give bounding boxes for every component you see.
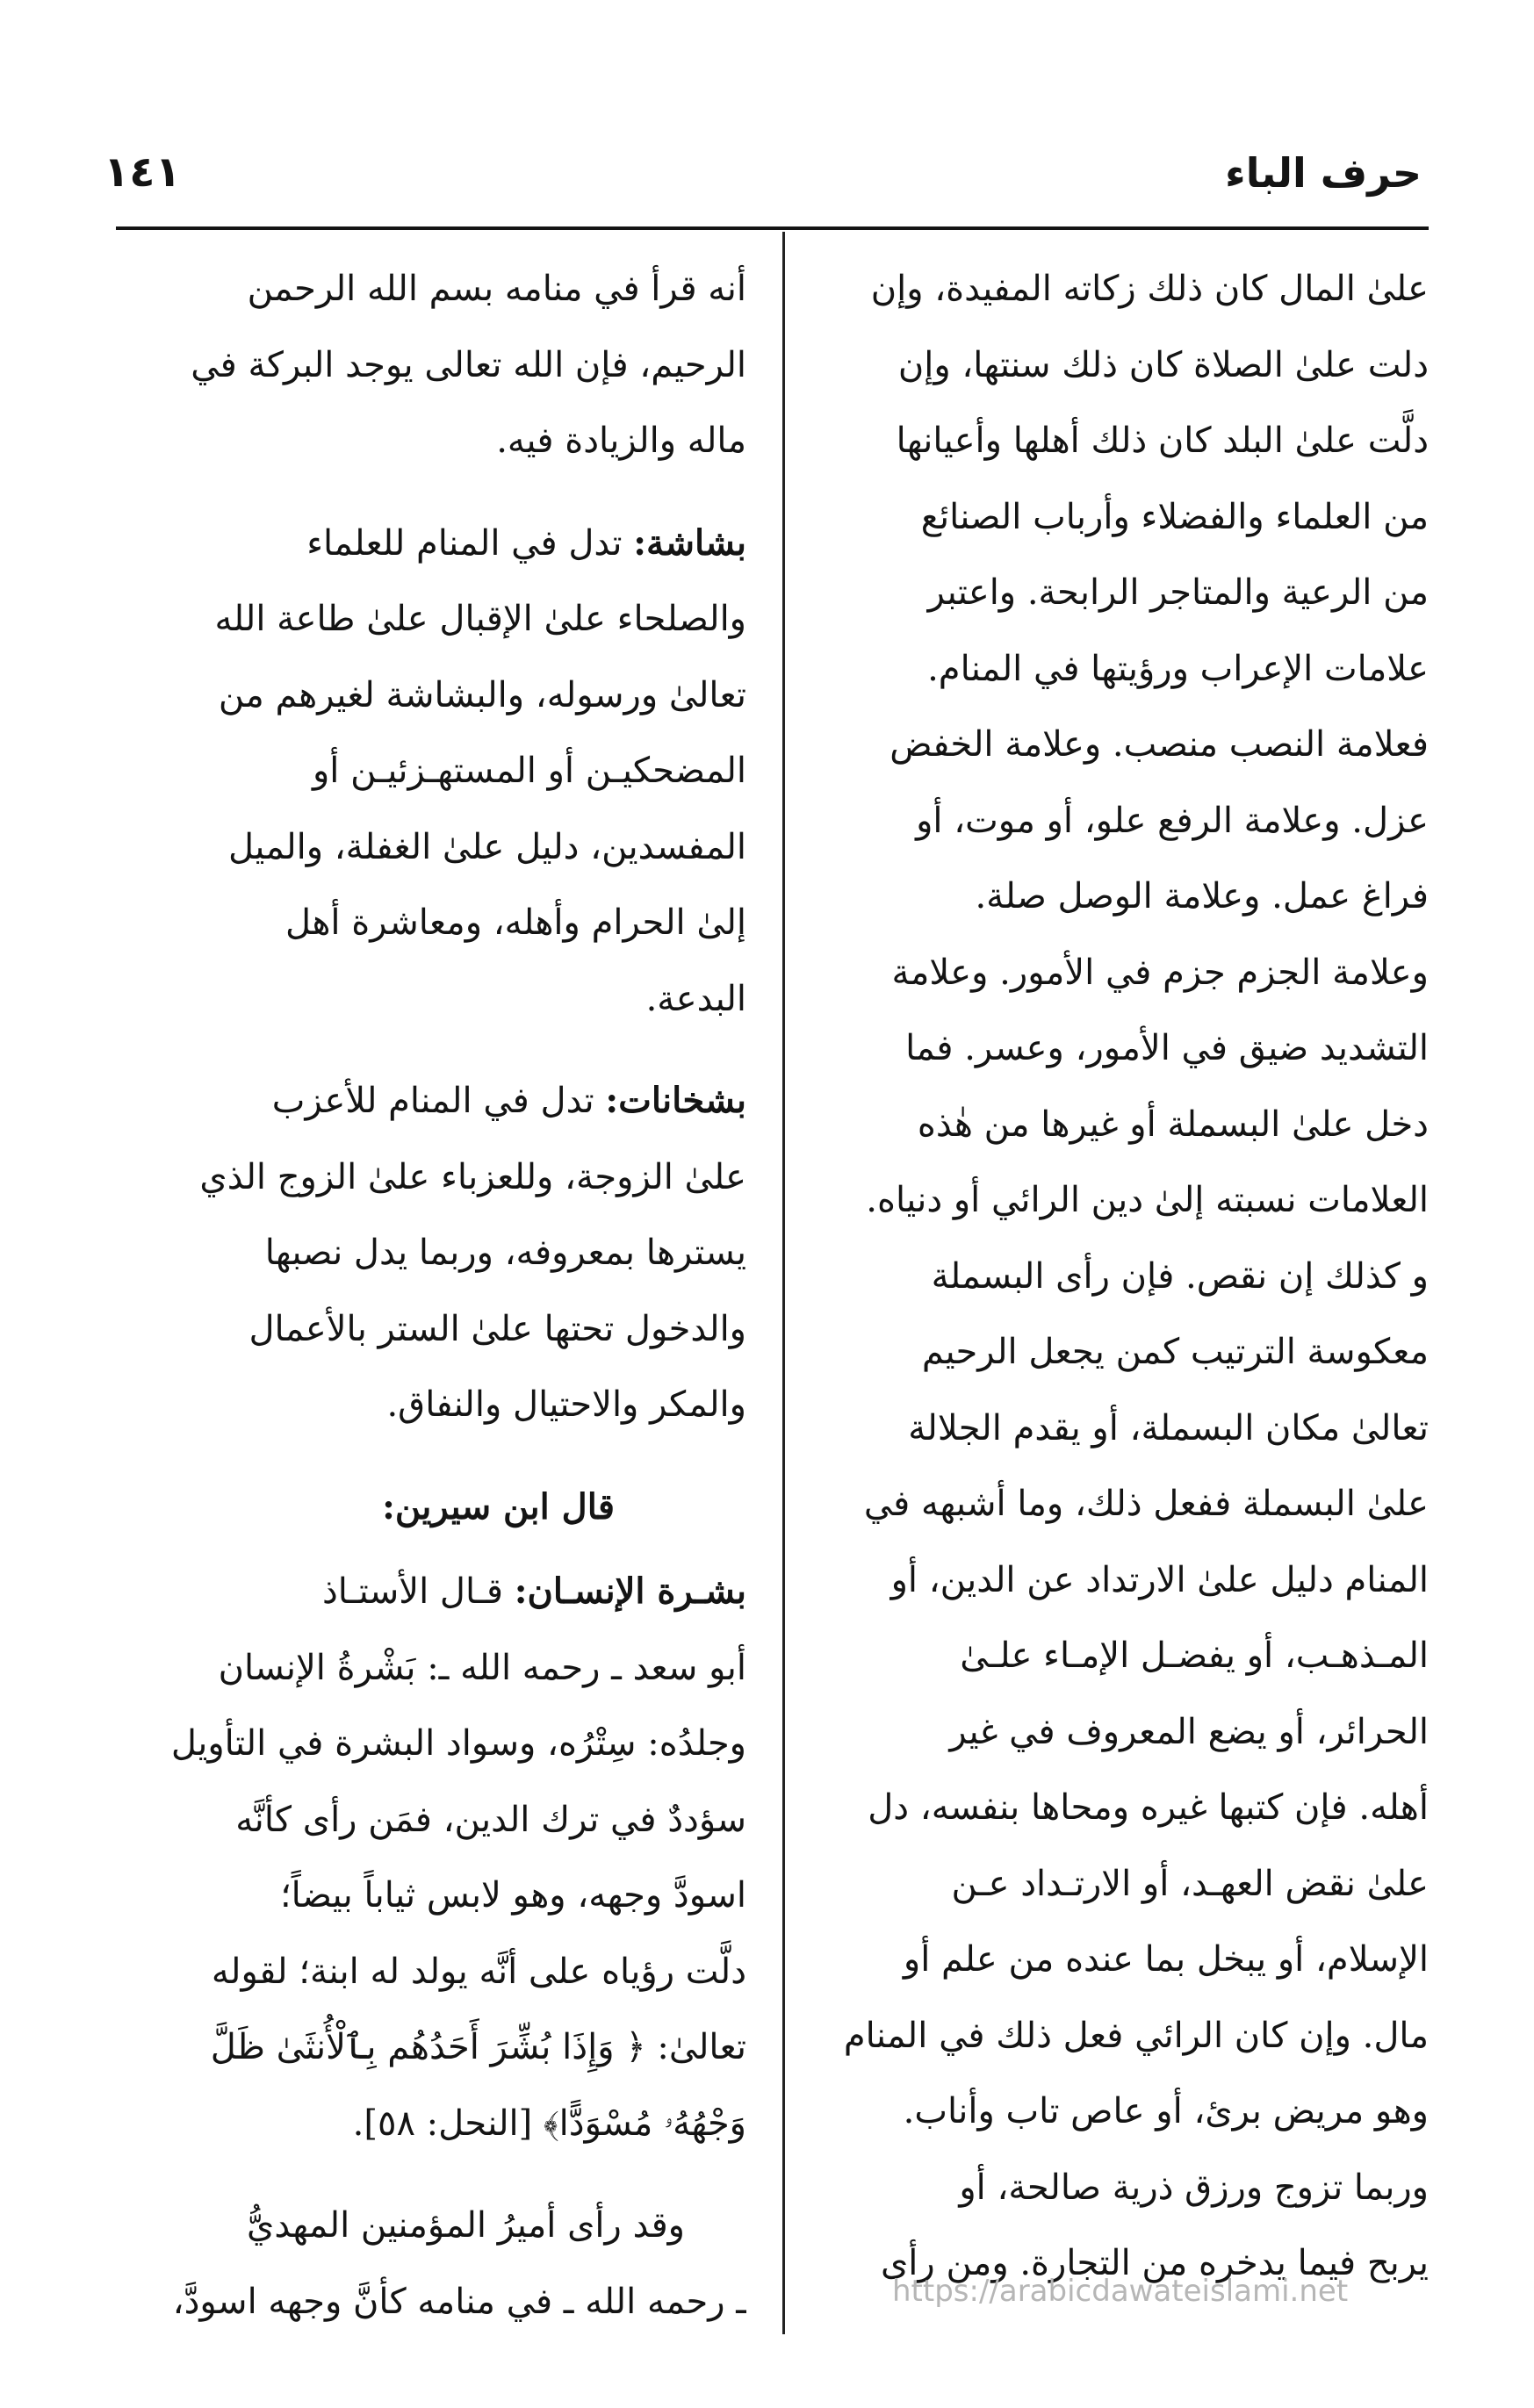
header-divider [116,226,1429,230]
text-line: و كذلك إن نقص. فإن رأى البسملة [931,1255,1429,1297]
entry-bashasha [116,506,746,1038]
entry-term: بشخانات: [605,1080,746,1121]
text-line: دلَّت رؤياه على أنَّه يولد له ابنة؛ لقوله [211,1951,746,1992]
text-line: والدخول تحتها علىٰ الستر بالأعمال [248,1308,746,1349]
text-line [116,506,746,582]
text-line: المـذهـب، أو يفضـل الإمـاء علـىٰ [960,1635,1429,1676]
entry-text: قـال الأستـاذ [321,1571,503,1612]
quran-verse-line: وَجْهُهُۥ مُسْوَدًّا﴾ [النحل: ٥٨]. [352,2103,746,2144]
text-line: مال. وإن كان الرائي فعل ذلك في المنام [843,2015,1429,2056]
text-line: دخل علىٰ البسملة أو غيرها من هٰذه [917,1103,1429,1145]
text-line [116,1063,746,1139]
entry-bashkhanat [116,1063,746,1443]
text-line: الحرائر، أو يضع المعروف في غير [949,1711,1429,1752]
text-line: وعلامة الجزم جزم في الأمور. وعلامة [891,952,1429,993]
running-header-title: حرف الباء [1225,149,1422,197]
text-line: المفسدين، دليل علىٰ الغفلة، والميل [227,826,746,867]
entry-text: تدل في المنام للعلماء [306,522,623,564]
text-line: المنام دليل علىٰ الارتداد عن الدين، أو [890,1559,1429,1600]
text-line: من العلماء والفضلاء وأرباب الصنائع [920,496,1429,537]
paragraph-gap [116,1443,746,1470]
text-line: دلت علىٰ الصلاة كان ذلك سنتها، وإن [897,344,1429,385]
text-line: تعالىٰ مكان البسملة، أو يقدم الجلالة [908,1407,1429,1448]
text-line: من الرعية والمتاجر الرابحة. واعتبر [927,572,1429,613]
right-column [789,251,1429,2302]
text-line: الإسلام، أو يبخل بما عنده من علم أو [903,1939,1429,1980]
text-line: وقد رأى أميرُ المؤمنين المهديُّ [247,2205,685,2246]
text-line: يربح فيما يدخره من التجارة. ومن رأى [880,2243,1429,2283]
paragraph [116,251,746,479]
column-divider [782,232,785,2334]
text-line: المضحكيـن أو المستهـزئيـن أو [312,751,746,791]
text-line: فراغ عمل. وعلامة الوصل صلة. [975,876,1429,916]
paragraph-gap [116,1545,746,1554]
text-line: علىٰ نقض العهـد، أو الارتـداد عـن [951,1863,1429,1904]
section-heading: قال ابن سيرين: [382,1485,615,1527]
quran-verse-line: تعالىٰ: ﴿ وَإِذَا بُشِّرَ أَحَدُهُم بِٱلْأُنثَىٰ ظَلَّ [210,2027,746,2067]
text-line: وهو مريض برئ، أو عاص تاب وأناب. [903,2091,1429,2131]
text-line: التشديد ضيق في الأمور، وعسر. فما [905,1028,1429,1068]
text-line: العلامات نسبته إلىٰ دين الرائي أو دنياه. [866,1180,1429,1220]
entry-term: بشاشة: [633,521,746,564]
text-line: دلَّت علىٰ البلد كان ذلك أهلها وأعيانها [896,421,1429,461]
text-line: أنه قرأ في منامه بسم الله الرحمن [247,269,746,309]
text-line: علىٰ الزوجة، وللعزباء علىٰ الزوج الذي [199,1156,746,1197]
entry-term: بشـرة الإنسـان: [514,1571,746,1612]
text-line: والصلحاء علىٰ الإقبال علىٰ طاعة الله [214,599,746,639]
paragraph-gap [116,1037,746,1063]
text-line: عزل. وعلامة الرفع علو، أو موت، أو [916,800,1429,841]
left-column [116,251,746,2340]
text-line [116,1554,746,1630]
text-line: تعالىٰ ورسوله، والبشاشة لغيرهم من [218,674,746,715]
text-line: أبو سعد ـ رحمه الله ـ: بَشْرةُ الإنسان [218,1647,746,1688]
text-line: أهله. فإن كتبها غيره ومحاها بنفسه، دل [868,1787,1429,1828]
entry-bashrat-al-insan [116,1554,746,2161]
text-line: علامات الإعراب ورؤيتها في المنام. [927,648,1429,689]
text-line: وجلدُه: سِتْرُه، وسواد البشرة في التأويل [170,1723,746,1764]
entry-text: تدل في المنام للأعزب [271,1081,594,1121]
text-line: علىٰ البسملة ففعل ذلك، وما أشبهه في [863,1484,1429,1524]
text-line: البدعة. [645,978,746,1019]
text-line: والمكر والاحتيال والنفاق. [386,1384,746,1425]
text-line: علىٰ المال كان ذلك زكاته المفيدة، وإن [870,269,1429,309]
paragraph [116,2188,746,2340]
text-line: وربما تزوج ورزق ذرية صالحة، أو [959,2167,1429,2208]
text-line: سؤددٌ في ترك الدين، فمَن رأى كأنَّه [235,1799,746,1840]
page-number: ١٤١ [104,147,181,197]
text-line: اسودَّ وجهه، وهو لابس ثياباً بيضاً؛ [279,1875,746,1916]
text-line: ماله والزيادة فيه. [496,421,746,461]
text-line: إلىٰ الحرام وأهله، ومعاشرة أهل [285,902,746,943]
text-line: الرحيم، فإن الله تعالى يوجد البركة في [191,344,746,385]
text-line: ـ رحمه الله ـ في منامه كأنَّ وجهه اسودَّ، [172,2281,746,2322]
website-watermark: https://arabicdawateislami.net [892,2274,1349,2309]
paragraph-gap [116,479,746,506]
paragraph-gap [116,2161,746,2188]
text-line: يسترها بمعروفه، وربما يدل نصبها [264,1233,746,1273]
text-line: معكوسة الترتيب كمن يجعل الرحيم [921,1332,1429,1372]
text-line: فعلامة النصب منصب. وعلامة الخفض [889,724,1429,765]
